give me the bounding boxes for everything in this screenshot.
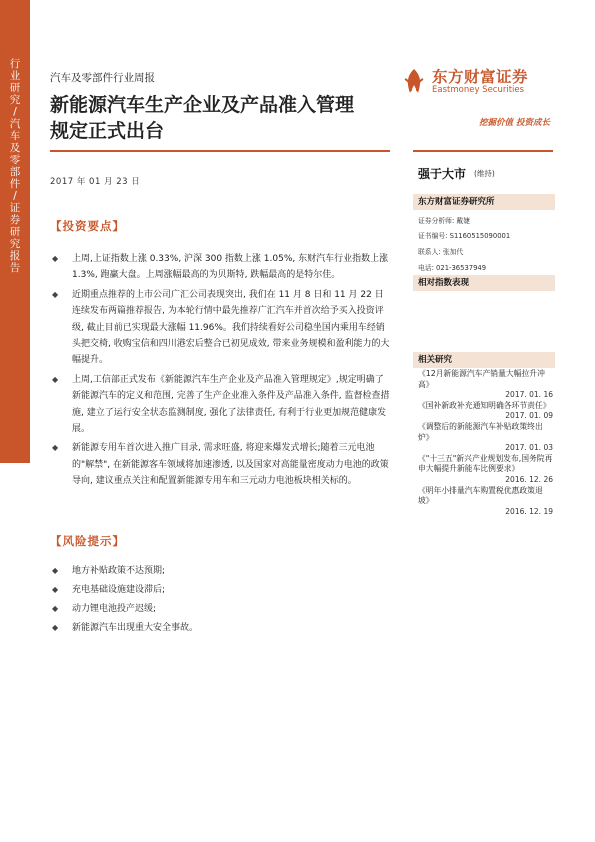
related-title: 《"十三五"新兴产业规划发布,国务院再申大幅提升新能车比例要求》 bbox=[418, 453, 553, 474]
list-item: ◆ 上周,工信部正式发布《新能源汽车生产企业及产品准入管理规定》,规定明确了新能源汽车的定义和范围, 完善了生产企业准入条件及产品准入条件, 监督检查措施, 建立了运行安全状态监测制度, 强化了法律责任, 有利于行业更加规范健康发展。 bbox=[50, 372, 390, 438]
brand-slogan: 挖掘价值 投资成长 bbox=[479, 118, 550, 128]
page-title bbox=[50, 92, 390, 144]
risks-heading-text: 风险提示 bbox=[62, 534, 113, 548]
list-item: ◆ 新能源专用车首次进入推广目录, 需求旺盛, 将迎来爆发式增长;随着三元电池的"解禁", 在新能源客车领域将加速渗透, 以及国家对高能量密度动力电池的政策导向, 建议重点关注和配置新能源专用车和三元动力电池板块相关标的。 bbox=[50, 440, 390, 489]
cert-line: 证书编号: S1160515090001 bbox=[418, 232, 511, 240]
rating-qualifier: (维持) bbox=[474, 169, 495, 178]
list-item: ◆ 上周,上证指数上涨 0.33%, 沪深 300 指数上涨 1.05%, 东财汽车行业指数上涨 1.3%, 跑赢大盘。上周涨幅最高的为贝斯特, 跌幅最高的是特尔佳。 bbox=[50, 251, 390, 284]
title-line-2: 规定正式出台 bbox=[50, 120, 165, 142]
brand-name-cn: 东方财富证券 bbox=[432, 68, 529, 86]
right-rule bbox=[413, 150, 553, 152]
list-item: ◆ 充电基础设施建设滞后; bbox=[50, 582, 390, 598]
key-points-heading bbox=[50, 218, 125, 234]
key-points-list bbox=[50, 251, 390, 490]
risks-list bbox=[50, 563, 390, 639]
related-item[interactable] bbox=[418, 454, 553, 486]
related-item[interactable] bbox=[418, 422, 553, 454]
sidebar-band bbox=[0, 0, 30, 463]
related-date: 2017. 01. 16 bbox=[505, 390, 553, 400]
related-item[interactable] bbox=[418, 486, 553, 518]
bracket-open: 【 bbox=[50, 534, 63, 548]
bracket-close: 】 bbox=[112, 534, 125, 548]
related-heading: 相关研究 bbox=[413, 352, 555, 368]
related-title: 《国补新政补充通知明确各环节责任》 bbox=[418, 400, 551, 410]
related-list bbox=[418, 369, 553, 517]
list-item: ◆ 近期重点推荐的上市公司广汇公司表现突出, 我们在 11 月 8 日和 11 月 22 日连续发布两篇推荐报告, 为本轮行情中最先推荐广汇汽车并首次给予买入投资评级, 截止目前已实现最大涨幅 11.96%。我们持续看好公司稳坐国内乘用车经销头把交椅, 收购宝信和四川港宏后整合已初见成效, 带来业务规模和盈利能力的大幅提升。 bbox=[50, 287, 390, 369]
risks-heading bbox=[50, 533, 125, 549]
institute-heading: 东方财富证券研究所 bbox=[413, 194, 555, 210]
rating-label: 强于大市 bbox=[418, 167, 467, 181]
related-item[interactable] bbox=[418, 401, 553, 422]
related-date: 2016. 12. 26 bbox=[505, 474, 553, 484]
title-line-1: 新能源汽车生产企业及产品准入管理 bbox=[50, 94, 355, 116]
related-date: 2017. 01. 09 bbox=[505, 411, 553, 421]
title-rule bbox=[50, 150, 390, 152]
list-item: ◆ 动力锂电池投产迟缓; bbox=[50, 601, 390, 617]
related-date: 2017. 01. 03 bbox=[505, 443, 553, 453]
related-title: 《12月新能源汽车产销量大幅拉升冲高》 bbox=[418, 369, 545, 389]
brand-name-en: Eastmoney Securities bbox=[432, 85, 525, 95]
report-category: 汽车及零部件行业周报 bbox=[50, 72, 155, 84]
list-item: ◆ 新能源汽车出现重大安全事故。 bbox=[50, 620, 390, 636]
brand-logo bbox=[400, 65, 550, 105]
related-title: 《明年小排量汽车购置税优惠政策退坡》 bbox=[418, 485, 543, 506]
bracket-open: 【 bbox=[50, 219, 63, 233]
key-points-heading-text: 投资要点 bbox=[62, 219, 113, 233]
related-title: 《调整后的新能源汽车补贴政策终出炉》 bbox=[418, 421, 543, 442]
phone-line: 电话: 021-36537949 bbox=[418, 264, 487, 272]
report-date: 2017 年 01 月 23 日 bbox=[50, 177, 141, 187]
bracket-close: 】 bbox=[112, 219, 125, 233]
contact-line: 联系人: 张加代 bbox=[418, 248, 464, 256]
list-item: ◆ 地方补贴政策不达预期; bbox=[50, 563, 390, 579]
sidebar-label: 行业研究 / 汽车及零部件 / 证券研究报告 bbox=[9, 58, 21, 274]
index-perf-heading: 相对指数表现 bbox=[413, 275, 555, 291]
related-date: 2016. 12. 19 bbox=[505, 506, 553, 516]
logo-mark-icon bbox=[400, 67, 428, 95]
related-item[interactable] bbox=[418, 369, 553, 401]
analyst-line: 证券分析师: 戴婕 bbox=[418, 217, 471, 225]
